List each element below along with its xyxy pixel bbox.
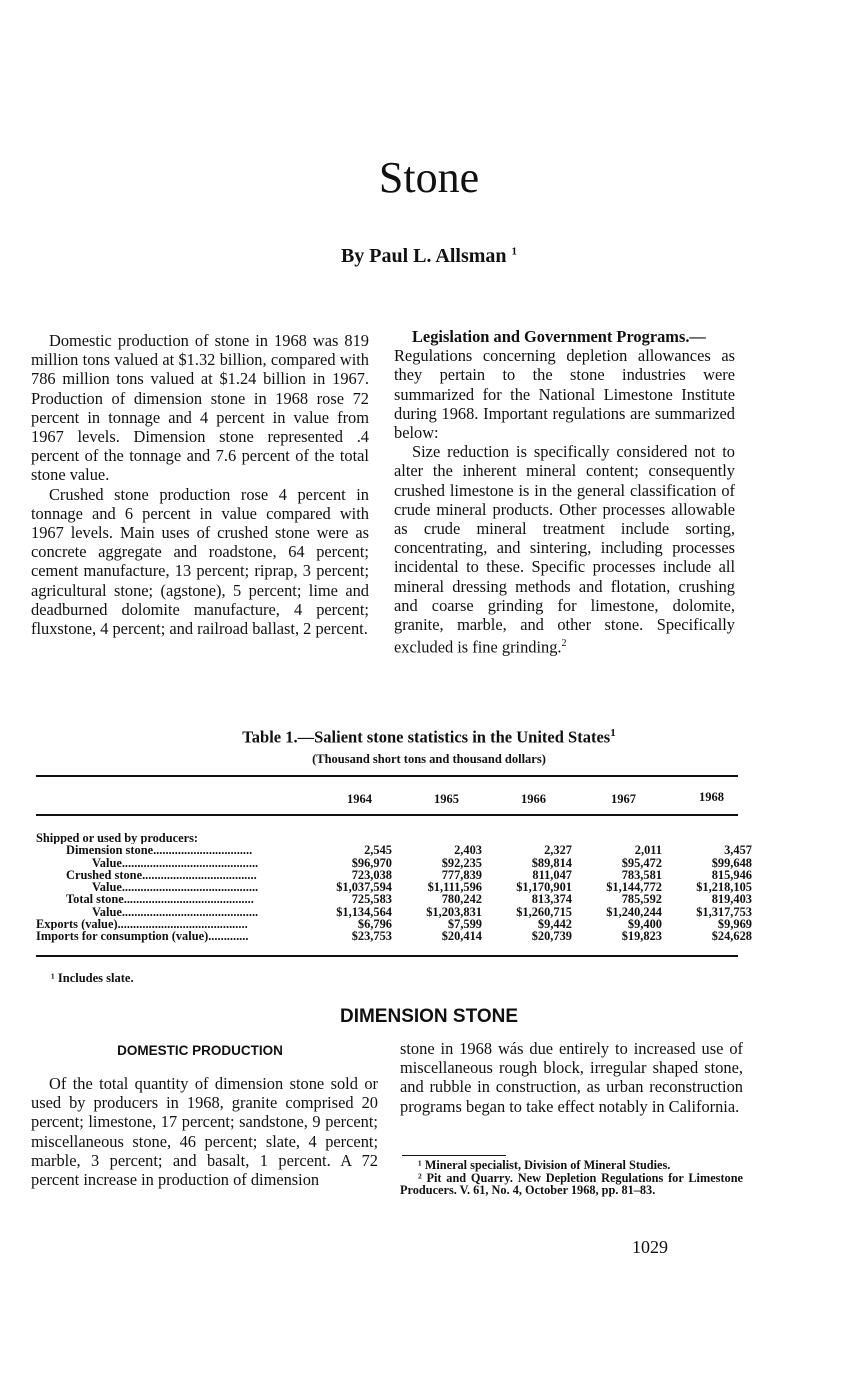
table-cell: $1,260,715 — [516, 904, 572, 919]
table-cell: 2,011 — [634, 843, 662, 858]
table-cell: $1,134,564 — [336, 904, 392, 919]
table-cell: $1,037,594 — [336, 880, 392, 895]
table-cell: $9,400 — [627, 917, 662, 932]
table-cell: 815,946 — [711, 867, 752, 882]
row-label: Dimension stone................................ — [66, 844, 253, 857]
table-header-year: 1966 — [521, 792, 546, 806]
table-cell: $95,472 — [621, 855, 662, 870]
table-cell: 3,457 — [724, 843, 752, 858]
legislation-heading: Legislation and Government Programs.— — [412, 327, 706, 346]
table-cell: $89,814 — [531, 855, 572, 870]
table-cell: $1,111,596 — [427, 880, 482, 895]
table-cell: $99,648 — [711, 855, 752, 870]
table-cell: 777,839 — [441, 867, 482, 882]
table-cell: $1,144,772 — [606, 880, 662, 895]
table-cell: $7,599 — [447, 917, 482, 932]
table-cell: $1,218,105 — [696, 880, 752, 895]
table-cell: 819,403 — [711, 892, 752, 907]
table-cell: 2,545 — [364, 843, 392, 858]
intro-right-column — [394, 327, 735, 657]
table-cell: $92,235 — [441, 855, 482, 870]
intro-paragraph: Domestic production of stone in 1968 was 819 million tons valued at $1.32 billion, compared with 786 million tons valued at $1.24 billion in 1967. Production of dimension stone in 1968 rose 72 percent in tonnage and 4 percent in value from 1967 levels. Dimension stone represented .4 percent of the tonnage and 7.6 percent of the total stone value. — [31, 331, 369, 485]
row-label: Exports (value).......................................... — [36, 918, 248, 931]
table-cell: 813,374 — [531, 892, 572, 907]
table-cell: 811,047 — [532, 867, 572, 882]
footnotes — [400, 1159, 743, 1197]
table-cell: $6,796 — [357, 917, 392, 932]
table-cell: $19,823 — [621, 929, 662, 944]
table-cell: 780,242 — [441, 892, 482, 907]
dimension-paragraph: Of the total quantity of dimension stone sold or used by producers in 1968, granite comprised 20 percent; limestone, 17 percent; sandstone, 9 percent; miscellaneous stone, 46 percent; slate, 4 percent; marble, 3 percent; and basalt, 1 percent. A 72 percent increase in production of dimension — [31, 1074, 378, 1190]
table-cell: $20,414 — [441, 929, 482, 944]
dimension-right-column — [400, 1039, 743, 1116]
size-reduction-paragraph — [394, 442, 735, 657]
table-cell: $9,442 — [537, 917, 572, 932]
table-header-rule — [36, 814, 738, 816]
table-header-year: 1965 — [434, 792, 459, 806]
page-title: Stone — [378, 153, 480, 202]
row-label: Value............................................ — [92, 905, 259, 919]
table-cell: 723,038 — [351, 867, 392, 882]
legislation-paragraph: Regulations concerning depletion allowances as they pertain to the stone industries were summarized for the National Limestone Institute during 1968. Important regulations are summarized below: — [394, 346, 735, 443]
table-cell: $9,969 — [717, 917, 752, 932]
table-title-footnote-mark: 1 — [610, 727, 616, 739]
table-body — [36, 832, 752, 943]
table-cell: 785,592 — [621, 892, 662, 907]
table-bottom-rule — [36, 955, 738, 957]
table-cell: 2,403 — [454, 843, 482, 858]
table-top-rule — [36, 775, 738, 777]
footnote: ¹ Mineral specialist, Division of Mineral Studies. — [418, 1158, 671, 1172]
subsection-heading: DOMESTIC PRODUCTION — [117, 1043, 283, 1058]
table-cell: $1,240,244 — [606, 904, 662, 919]
table-row — [36, 893, 752, 905]
row-label: Shipped or used by producers: — [36, 832, 199, 845]
author-byline — [0, 245, 858, 268]
intro-paragraph: Crushed stone production rose 4 percent in tonnage and 6 percent in value compared with 1967 levels. Main uses of crushed stone were as concrete aggregate and roadstone, 64 percent; cement manufacture, 13 percent; riprap, 3 percent; agricultural stone; (agstone), 5 percent; lime and deadburned dolomite manufacture, 4 percent; fluxstone, 4 percent; and railroad ballast, 2 percent. — [31, 484, 369, 639]
table-cell: $1,170,901 — [516, 880, 572, 895]
table-header-year: 1964 — [347, 792, 372, 806]
byline-footnote-mark: 1 — [511, 245, 518, 258]
row-label: Value............................................ — [92, 881, 259, 894]
table-title — [0, 727, 858, 748]
table-footnote: ¹ Includes slate. — [51, 971, 134, 985]
size-reduction-text: Size reduction is specifically considered not to alter the inherent mineral content; consequently crushed limestone is in the general classification of crude mineral products. Other processes allowable as crude mineral treatment include sorting, concentrating, and sintering, including processes incidental to these. Specific processes include all mineral dressing methods and flotation, crushing and coarse grinding for limestone, dolomite, granite, marble, and other stone. Specifically excluded is fine grinding. — [394, 442, 735, 657]
table-cell: $1,203,831 — [426, 904, 482, 919]
table-cell: 2,327 — [544, 843, 572, 858]
table-subtitle: (Thousand short tons and thousand dollars) — [312, 752, 546, 766]
table-row — [36, 930, 752, 942]
row-label: Total stone.......................................... — [66, 893, 254, 906]
table-header-year: 1967 — [611, 792, 636, 806]
dimension-paragraph-cont: stone in 1968 wás due entirely to increased use of miscellaneous rough block, irregular shaped stone, and rubble in construction, as urban reconstruction programs began to take effect notably in California. — [400, 1039, 743, 1116]
table-cell: $20,739 — [531, 929, 572, 944]
table-cell: 783,581 — [621, 867, 662, 882]
table-cell: 725,583 — [351, 892, 392, 907]
table-cell: $23,753 — [351, 929, 392, 944]
section-heading: DIMENSION STONE — [339, 1006, 519, 1027]
table-cell: $24,628 — [711, 929, 752, 944]
table-row — [36, 844, 752, 856]
table-cell: $96,970 — [351, 855, 392, 870]
footnote-mark: 2 — [561, 638, 567, 650]
byline-text: By Paul L. Allsman — [340, 245, 507, 267]
intro-left-column — [31, 331, 369, 638]
table-title-text: Table 1.—Salient stone statistics in the United States — [242, 727, 611, 747]
footnote-rule — [402, 1155, 506, 1156]
footnote: ² Pit and Quarry. New Depletion Regulations for Limestone Producers. V. 61, No. 4, October 1968, pp. 81–83. — [400, 1170, 743, 1198]
row-label: Crushed stone..................................... — [66, 868, 257, 882]
row-label: Value............................................ — [92, 856, 259, 869]
dimension-left-column — [31, 1074, 378, 1189]
table-header-year: 1968 — [699, 790, 724, 804]
row-label: Imports for consumption (value)............. — [36, 930, 249, 943]
table-cell: $1,317,753 — [696, 904, 752, 919]
page-number: 1029 — [632, 1237, 668, 1257]
